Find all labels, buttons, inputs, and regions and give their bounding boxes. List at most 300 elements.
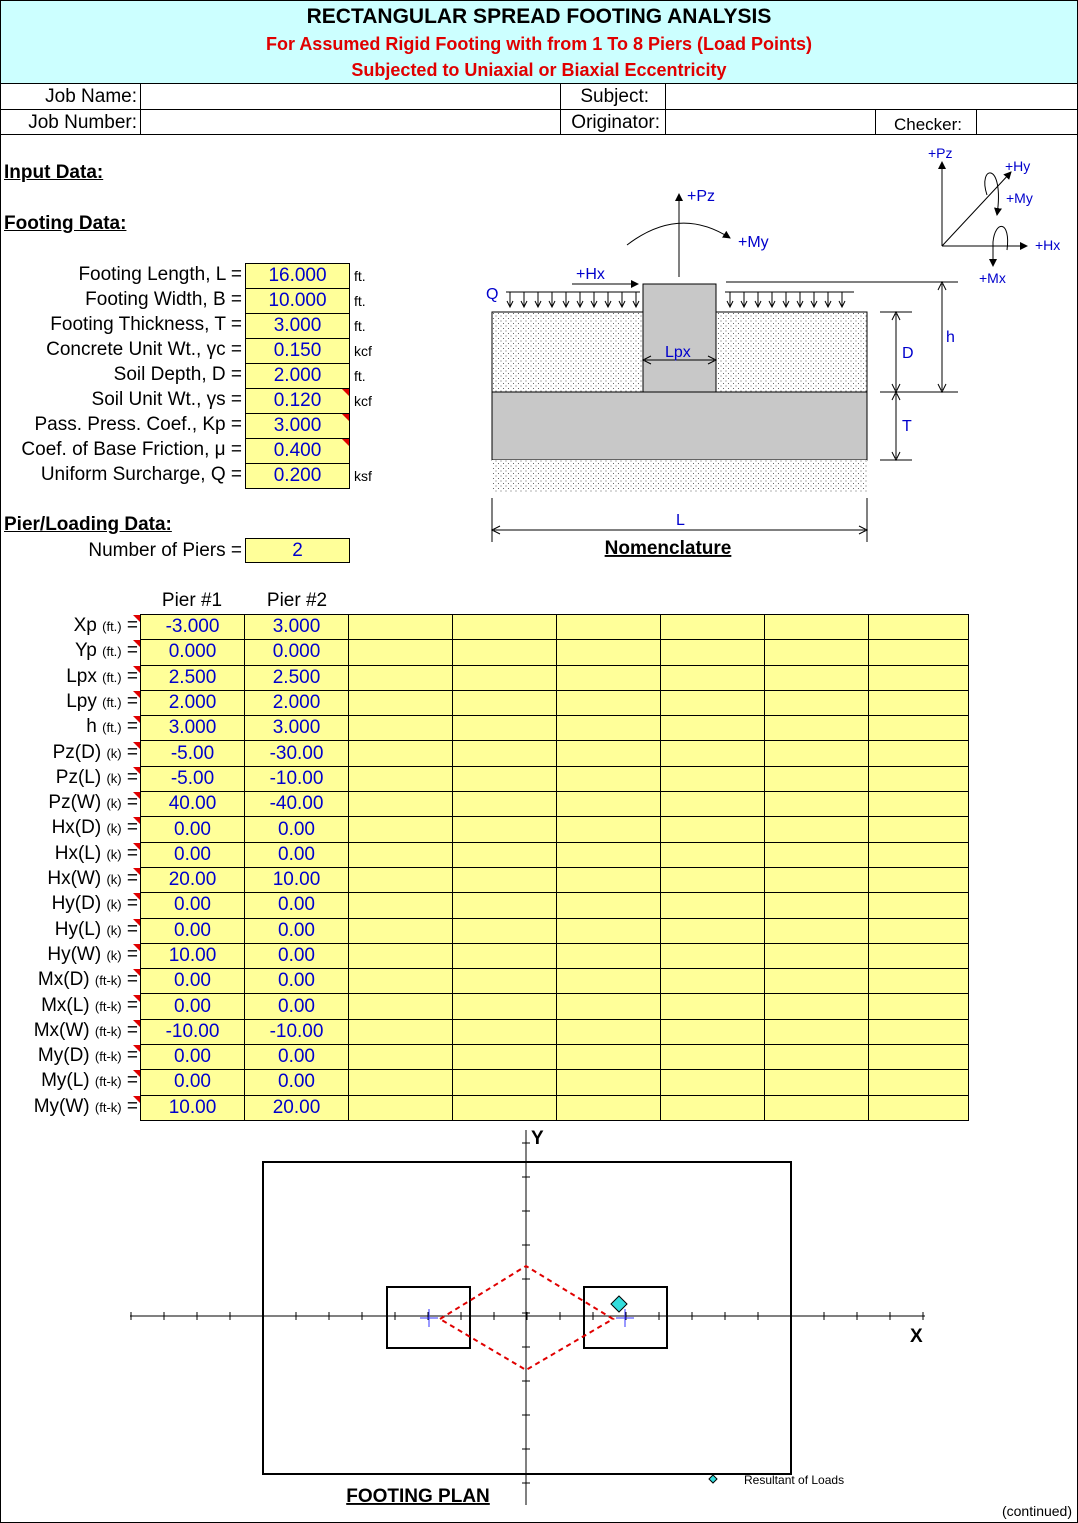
pier-4-cell[interactable] <box>453 716 557 741</box>
pier-row-name: Hy(L) <box>54 918 102 940</box>
footing-param-input[interactable] <box>245 263 350 289</box>
legend-marker <box>709 1475 717 1483</box>
footing-param-unit: ksf <box>354 468 372 484</box>
pier-8-cell[interactable] <box>869 640 969 665</box>
pier-7-cell[interactable] <box>765 918 869 943</box>
pier-row-name: Lpx <box>66 665 97 687</box>
pier-row-name: Lpy <box>66 690 97 712</box>
pier-7-cell[interactable] <box>765 994 869 1019</box>
pier-6-cell[interactable] <box>661 690 765 715</box>
pier-row-label: Mx(W) (ft-k) = <box>33 1019 138 1041</box>
pier-4-cell[interactable] <box>453 893 557 918</box>
comment-indicator-icon[interactable] <box>133 919 140 926</box>
table-row <box>141 665 969 690</box>
pier-4-cell[interactable] <box>453 640 557 665</box>
pier-7-cell[interactable] <box>765 1070 869 1095</box>
pier-5-cell[interactable] <box>557 969 661 994</box>
pier-7-cell[interactable] <box>765 893 869 918</box>
pier-7-cell[interactable] <box>765 792 869 817</box>
footing-param-input[interactable] <box>245 388 350 414</box>
comment-indicator-icon[interactable] <box>133 640 140 647</box>
job-number-field[interactable] <box>142 111 559 134</box>
comment-indicator-icon[interactable] <box>133 843 140 850</box>
pier-row-unit: (k) <box>106 872 122 887</box>
pier-7-cell[interactable] <box>765 665 869 690</box>
pier-8-cell[interactable] <box>869 817 969 842</box>
pier-1-cell[interactable]: 20.00 <box>141 867 245 892</box>
footing-param-label: Footing Length, L = <box>78 264 242 285</box>
pier-row-unit: (ft-k) <box>94 1074 122 1090</box>
t-label: T <box>902 418 912 435</box>
comment-indicator-icon[interactable] <box>133 817 140 824</box>
table-row <box>141 918 969 943</box>
pier-5-cell[interactable] <box>557 640 661 665</box>
pier-row-unit: (ft.) <box>102 619 122 634</box>
comment-indicator-icon[interactable] <box>133 995 140 1002</box>
checker-field[interactable] <box>978 111 1076 134</box>
comment-indicator-icon[interactable] <box>133 716 140 723</box>
pier-8-cell[interactable] <box>869 665 969 690</box>
pier-3-cell[interactable] <box>349 817 453 842</box>
h-label: h <box>946 329 955 346</box>
pier-6-cell[interactable] <box>661 665 765 690</box>
pier-row-name: Hy(W) <box>47 943 102 965</box>
pier-4-cell[interactable] <box>453 918 557 943</box>
pier-4-cell[interactable] <box>453 1019 557 1044</box>
pier-7-cell[interactable] <box>765 817 869 842</box>
pier-row-name: Mx(W) <box>33 1019 90 1041</box>
pier-2-cell[interactable]: 20.00 <box>245 1095 349 1120</box>
pier-row-label: Lpy (ft.) = <box>66 690 138 712</box>
pier-row-unit: (ft.) <box>102 644 122 660</box>
originator-field[interactable] <box>667 111 874 134</box>
pier-8-cell[interactable] <box>869 1019 969 1044</box>
pier-4-cell[interactable] <box>453 615 557 640</box>
pier-8-cell[interactable] <box>869 918 969 943</box>
pier-4-cell[interactable] <box>453 665 557 690</box>
pier-2-cell[interactable]: -30.00 <box>245 741 349 766</box>
pier-7-cell[interactable] <box>765 615 869 640</box>
footing-param-input[interactable] <box>245 288 350 314</box>
pier-8-cell[interactable] <box>869 716 969 741</box>
pier-6-cell[interactable] <box>661 893 765 918</box>
page-title: RECTANGULAR SPREAD FOOTING ANALYSIS <box>306 5 772 28</box>
pier-1-cell[interactable]: 10.00 <box>141 943 245 968</box>
pier-4-cell[interactable] <box>453 1070 557 1095</box>
footing-param-unit: kcf <box>354 343 372 359</box>
axes-hy-label: +Hy <box>1005 158 1031 174</box>
pier-row-unit: (ft-k) <box>94 998 122 1014</box>
pier-6-cell[interactable] <box>661 716 765 741</box>
pier-8-cell[interactable] <box>869 1045 969 1070</box>
pier-5-cell[interactable] <box>557 665 661 690</box>
pier-4-cell[interactable] <box>453 766 557 791</box>
pier-4-cell[interactable] <box>453 741 557 766</box>
footing-param-input[interactable] <box>245 438 350 464</box>
pier-5-cell[interactable] <box>557 1095 661 1120</box>
pier-5-cell[interactable] <box>557 994 661 1019</box>
pier-row-unit: (ft-k) <box>94 1023 122 1039</box>
footing-param-unit: ft. <box>354 318 366 334</box>
plan-x-label: X <box>910 1326 923 1347</box>
page-subtitle-1: For Assumed Rigid Footing with from 1 To 8 Piers (Load Points) <box>265 34 812 54</box>
pier-5-cell[interactable] <box>557 615 661 640</box>
pier-row-name: Hy(D) <box>51 893 102 915</box>
plan-y-label: Y <box>531 1128 544 1149</box>
pier-5-cell[interactable] <box>557 817 661 842</box>
footing-param-label: Uniform Surcharge, Q = <box>40 464 242 485</box>
pier-3-cell[interactable] <box>349 1095 453 1120</box>
pier-5-cell[interactable] <box>557 1070 661 1095</box>
footing-param-input[interactable] <box>245 463 350 489</box>
job-name-label: Job Name: <box>45 86 137 107</box>
pier-3-cell[interactable] <box>349 690 453 715</box>
pier-2-cell[interactable]: 0.00 <box>245 994 349 1019</box>
pier-8-cell[interactable] <box>869 766 969 791</box>
table-row <box>141 640 969 665</box>
pier-8-cell[interactable] <box>869 893 969 918</box>
pier-2-cell[interactable]: 3.000 <box>245 615 349 640</box>
pier-row-label: My(D) (ft-k) = <box>37 1045 138 1067</box>
pier-6-cell[interactable] <box>661 792 765 817</box>
pier-2-cell[interactable]: 0.00 <box>245 1070 349 1095</box>
pier-2-cell[interactable]: 0.00 <box>245 918 349 943</box>
pier-3-cell[interactable] <box>349 842 453 867</box>
pier-1-cell[interactable]: 0.00 <box>141 1070 245 1095</box>
pier-row-name: Hx(W) <box>47 868 102 889</box>
pier-1-cell[interactable]: -10.00 <box>141 1019 245 1044</box>
soil-right-shape <box>716 312 867 392</box>
footing-param-label: Soil Depth, D = <box>113 364 242 385</box>
nomenclature-diagram <box>480 180 970 570</box>
pier-6-cell[interactable] <box>661 766 765 791</box>
pier-1-cell[interactable]: -5.00 <box>141 741 245 766</box>
pier-3-cell[interactable] <box>349 640 453 665</box>
pier-2-cell[interactable]: -10.00 <box>245 766 349 791</box>
pier-1-cell[interactable]: 10.00 <box>141 1095 245 1120</box>
pier-data-table <box>140 614 969 1121</box>
comment-indicator-icon[interactable] <box>342 414 349 421</box>
pier-8-cell[interactable] <box>869 1070 969 1095</box>
pier-row-unit: (k) <box>106 922 122 938</box>
pier-7-cell[interactable] <box>765 1019 869 1044</box>
pier-2-cell[interactable]: 2.000 <box>245 690 349 715</box>
table-row <box>141 842 969 867</box>
comment-indicator-icon[interactable] <box>133 691 140 698</box>
pier-row-unit: (ft.) <box>102 694 122 710</box>
pier-row-label: Xp (ft.) = <box>73 615 138 636</box>
pier-1-cell[interactable]: 2.000 <box>141 690 245 715</box>
pier-5-cell[interactable] <box>557 792 661 817</box>
comment-indicator-icon[interactable] <box>133 893 140 900</box>
table-row <box>141 893 969 918</box>
pier-row-label: Lpx (ft.) = <box>66 665 138 687</box>
table-row <box>141 716 969 741</box>
pier-row-label: Yp (ft.) = <box>75 640 138 662</box>
pier-row-label: Pz(W) (k) = <box>48 792 138 814</box>
pier-3-cell[interactable] <box>349 792 453 817</box>
pier-2-header: Pier #2 <box>266 590 328 611</box>
pier-row-unit: (ft.) <box>102 669 122 685</box>
pier-3-cell[interactable] <box>349 893 453 918</box>
pier-1-cell[interactable]: 0.00 <box>141 842 245 867</box>
footing-param-unit: ft. <box>354 268 366 284</box>
pier-3-cell[interactable] <box>349 716 453 741</box>
pier-4-cell[interactable] <box>453 943 557 968</box>
pier-7-cell[interactable] <box>765 969 869 994</box>
pier-row-name: My(W) <box>33 1095 90 1117</box>
pier-4-cell[interactable] <box>453 817 557 842</box>
pier-8-cell[interactable] <box>869 943 969 968</box>
pier-8-cell[interactable] <box>869 994 969 1019</box>
pier-7-cell[interactable] <box>765 741 869 766</box>
pier-4-cell[interactable] <box>453 690 557 715</box>
pier-7-cell[interactable] <box>765 867 869 892</box>
pier-6-cell[interactable] <box>661 969 765 994</box>
pier-row-unit: (ft-k) <box>94 1099 122 1115</box>
comment-indicator-icon[interactable] <box>133 1096 140 1103</box>
pier-3-cell[interactable] <box>349 615 453 640</box>
l-label: L <box>676 512 685 529</box>
pier-2-cell[interactable]: 0.00 <box>245 817 349 842</box>
pier-2-cell[interactable]: 2.500 <box>245 665 349 690</box>
pier-7-cell[interactable] <box>765 690 869 715</box>
pier-5-cell[interactable] <box>557 716 661 741</box>
pier-2-cell[interactable]: 0.00 <box>245 943 349 968</box>
table-row <box>141 792 969 817</box>
pier-4-cell[interactable] <box>453 994 557 1019</box>
pier-6-cell[interactable] <box>661 1045 765 1070</box>
pier-3-cell[interactable] <box>349 1070 453 1095</box>
pier-4-cell[interactable] <box>453 867 557 892</box>
comment-indicator-icon[interactable] <box>133 666 140 673</box>
pier-7-cell[interactable] <box>765 766 869 791</box>
pier-5-cell[interactable] <box>557 893 661 918</box>
pier-1-cell[interactable]: 0.00 <box>141 994 245 1019</box>
footing-param-input[interactable] <box>245 313 350 339</box>
pier-1-cell[interactable]: 2.500 <box>141 665 245 690</box>
footing-param-value: 0.400 <box>273 440 322 461</box>
pier-1-cell[interactable]: 0.00 <box>141 817 245 842</box>
pier-row-unit: (k) <box>106 770 122 786</box>
pier-4-cell[interactable] <box>453 1045 557 1070</box>
pier-1-cell[interactable]: -3.000 <box>141 615 245 640</box>
pier-8-cell[interactable] <box>869 842 969 867</box>
pier-2-cell[interactable]: 0.000 <box>245 640 349 665</box>
comment-indicator-icon[interactable] <box>133 615 140 622</box>
pier-2-cell[interactable]: -40.00 <box>245 792 349 817</box>
pier-4-cell[interactable] <box>453 1095 557 1120</box>
pier-6-cell[interactable] <box>661 994 765 1019</box>
pier-6-cell[interactable] <box>661 867 765 892</box>
subsoil-shape <box>492 460 867 493</box>
pier-6-cell[interactable] <box>661 615 765 640</box>
table-row <box>141 1095 969 1120</box>
pier-1-cell[interactable]: 0.00 <box>141 969 245 994</box>
job-name-field[interactable] <box>142 85 559 109</box>
checker-label: Checker: <box>893 115 962 134</box>
pier-6-cell[interactable] <box>661 1095 765 1120</box>
pier-1-header: Pier #1 <box>161 590 223 611</box>
pier-5-cell[interactable] <box>557 943 661 968</box>
pier-2-cell[interactable]: 0.00 <box>245 1045 349 1070</box>
pier-row-label: Pz(D) (k) = <box>52 741 138 763</box>
pier-4-cell[interactable] <box>453 969 557 994</box>
pier-5-cell[interactable] <box>557 1019 661 1044</box>
pier-3-cell[interactable] <box>349 665 453 690</box>
pier-5-cell[interactable] <box>557 842 661 867</box>
pier-1-cell[interactable]: 3.000 <box>141 716 245 741</box>
pier-8-cell[interactable] <box>869 867 969 892</box>
footing-param-label: Footing Thickness, T = <box>50 314 242 335</box>
pier-3-cell[interactable] <box>349 1019 453 1044</box>
pier-7-cell[interactable] <box>765 943 869 968</box>
pier-row-name: Mx(L) <box>41 994 90 1016</box>
pier-2-cell[interactable]: -10.00 <box>245 1019 349 1044</box>
footing-param-value: 3.000 <box>273 315 322 336</box>
pier-3-cell[interactable] <box>349 918 453 943</box>
comment-indicator-icon[interactable] <box>133 1070 140 1077</box>
pier-1-cell[interactable]: 0.00 <box>141 893 245 918</box>
footing-param-unit: ft. <box>354 368 366 384</box>
pier-7-cell[interactable] <box>765 716 869 741</box>
pier-row-unit: (k) <box>106 897 122 913</box>
comment-indicator-icon[interactable] <box>133 868 140 875</box>
pier-6-cell[interactable] <box>661 918 765 943</box>
pier-8-cell[interactable] <box>869 792 969 817</box>
pier-8-cell[interactable] <box>869 741 969 766</box>
footing-param-input[interactable] <box>245 413 350 439</box>
pier-7-cell[interactable] <box>765 1095 869 1120</box>
pier-3-cell[interactable] <box>349 766 453 791</box>
pier-row-unit: (ft-k) <box>94 973 122 989</box>
table-row <box>141 1019 969 1044</box>
pier-5-cell[interactable] <box>557 1045 661 1070</box>
pier-7-cell[interactable] <box>765 640 869 665</box>
footing-param-input[interactable] <box>245 363 350 389</box>
pier-6-cell[interactable] <box>661 842 765 867</box>
pier-4-cell[interactable] <box>453 842 557 867</box>
pier-3-cell[interactable] <box>349 943 453 968</box>
pier-row-unit: (k) <box>106 745 122 761</box>
footing-param-unit: kcf <box>354 393 372 409</box>
pier-5-cell[interactable] <box>557 690 661 715</box>
pier-5-cell[interactable] <box>557 918 661 943</box>
comment-indicator-icon[interactable] <box>133 767 140 774</box>
pier-row-label: Mx(D) (ft-k) = <box>37 969 138 991</box>
pier-5-cell[interactable] <box>557 867 661 892</box>
table-row <box>141 994 969 1019</box>
pier-5-cell[interactable] <box>557 741 661 766</box>
pier-3-cell[interactable] <box>349 867 453 892</box>
comment-indicator-icon[interactable] <box>133 1020 140 1027</box>
pier-loading-heading: Pier/Loading Data: <box>4 514 172 535</box>
hx-label: +Hx <box>576 266 605 283</box>
pier-7-cell[interactable] <box>765 842 869 867</box>
pier-row-unit: (k) <box>106 796 122 812</box>
pier-6-cell[interactable] <box>661 640 765 665</box>
comment-indicator-icon[interactable] <box>342 389 349 396</box>
pier-6-cell[interactable] <box>661 943 765 968</box>
pier-3-cell[interactable] <box>349 969 453 994</box>
pier-row-unit: (ft.) <box>102 720 122 736</box>
pier-1-cell[interactable]: 0.000 <box>141 640 245 665</box>
subject-label: Subject: <box>580 86 649 107</box>
pier-5-cell[interactable] <box>557 766 661 791</box>
pier-8-cell[interactable] <box>869 690 969 715</box>
pier-8-cell[interactable] <box>869 1095 969 1120</box>
footing-plan-chart <box>0 1120 1078 1523</box>
comment-indicator-icon[interactable] <box>342 439 349 446</box>
footing-param-label: Pass. Press. Coef., Kp = <box>34 414 242 435</box>
pier-row-name: Pz(W) <box>48 792 102 814</box>
pier-1-cell[interactable]: 0.00 <box>141 1045 245 1070</box>
footing-param-value: 10.000 <box>268 290 327 311</box>
table-row <box>141 1070 969 1095</box>
pier-2-cell[interactable]: 3.000 <box>245 716 349 741</box>
pier-1-cell[interactable]: 40.00 <box>141 792 245 817</box>
comment-indicator-icon[interactable] <box>133 969 140 976</box>
table-row <box>141 690 969 715</box>
comment-indicator-icon[interactable] <box>133 792 140 799</box>
input-data-heading: Input Data: <box>4 162 104 183</box>
footing-param-label: Soil Unit Wt., γs = <box>91 389 242 410</box>
pier-row-name: Yp <box>75 640 97 662</box>
axes-pz-label: +Pz <box>928 145 953 161</box>
pier-row-name: Hx(L) <box>54 842 102 864</box>
table-row <box>141 817 969 842</box>
pier-7-cell[interactable] <box>765 1045 869 1070</box>
subject-field[interactable] <box>667 85 1076 109</box>
pier-shape <box>643 284 716 392</box>
footing-param-value: 0.200 <box>273 465 322 486</box>
pier-6-cell[interactable] <box>661 741 765 766</box>
footing-param-label: Footing Width, B = <box>85 289 242 310</box>
pier-6-cell[interactable] <box>661 1019 765 1044</box>
pier-4-cell[interactable] <box>453 792 557 817</box>
pier-row-label: Hx(W) (k) = <box>47 868 138 889</box>
pier-2-cell[interactable]: 0.00 <box>245 842 349 867</box>
footing-data-heading: Footing Data: <box>4 213 127 234</box>
comment-indicator-icon[interactable] <box>133 1045 140 1052</box>
pier-row-label: Pz(L) (k) = <box>55 766 138 788</box>
footing-param-value: 0.120 <box>273 390 322 411</box>
comment-indicator-icon[interactable] <box>133 944 140 951</box>
pier-row-label: My(L) (ft-k) = <box>41 1070 138 1092</box>
num-piers-label: Number of Piers = <box>88 540 242 561</box>
pier-1-cell[interactable]: -5.00 <box>141 766 245 791</box>
pier-3-cell[interactable] <box>349 994 453 1019</box>
pier-3-cell[interactable] <box>349 1045 453 1070</box>
pier-6-cell[interactable] <box>661 817 765 842</box>
comment-indicator-icon[interactable] <box>133 742 140 749</box>
pier-6-cell[interactable] <box>661 1070 765 1095</box>
footing-shape <box>492 392 867 460</box>
pier-2-cell[interactable]: 0.00 <box>245 893 349 918</box>
table-row <box>141 1045 969 1070</box>
pier-row-label: Hx(L) (k) = <box>54 842 138 864</box>
footing-param-input[interactable] <box>245 338 350 364</box>
pier-2-cell[interactable]: 0.00 <box>245 969 349 994</box>
num-piers-input[interactable]: 2 <box>245 538 350 563</box>
pier-8-cell[interactable] <box>869 615 969 640</box>
pier-1-cell[interactable]: 0.00 <box>141 918 245 943</box>
pier-row-label: Hx(D) (k) = <box>51 817 138 839</box>
pier-3-cell[interactable] <box>349 741 453 766</box>
pier-2-cell[interactable]: 10.00 <box>245 867 349 892</box>
soil-left-shape <box>492 312 643 392</box>
pier-8-cell[interactable] <box>869 969 969 994</box>
